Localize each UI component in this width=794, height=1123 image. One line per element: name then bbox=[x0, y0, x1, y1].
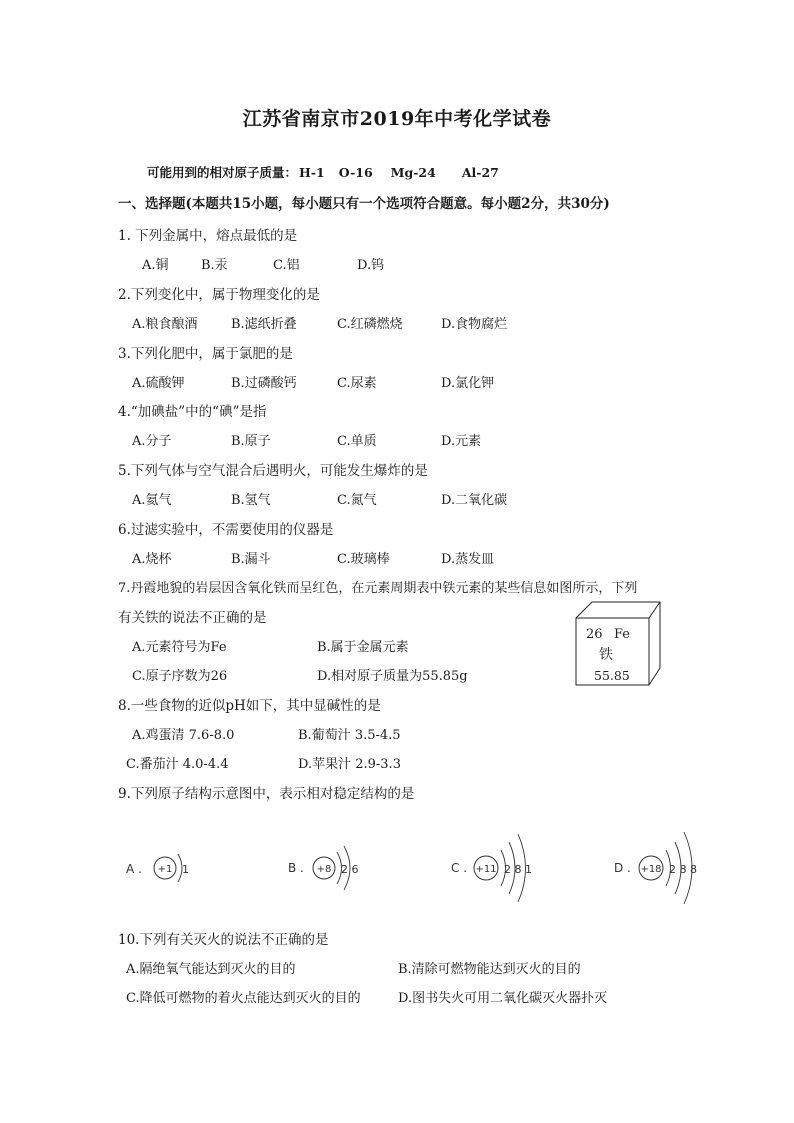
q10-option-c: C.降低可燃物的着火点能达到灭火的目的 bbox=[126, 991, 361, 1006]
q3-option-c: C.尿素 bbox=[337, 376, 377, 391]
section-heading: 一、选择题(本题共15小题，每小题只有一个选项符合题意。每小题2分，共30分) bbox=[118, 196, 610, 212]
q9-option-b-electrons: 2 6 bbox=[341, 863, 359, 876]
question-3: 3.下列化肥中，属于氯肥的是 bbox=[118, 346, 293, 362]
q1-option-b: B.汞 bbox=[201, 258, 228, 273]
question-10: 10.下列有关灭火的说法不正确的是 bbox=[118, 932, 329, 948]
q9-option-a-nucleus: +1 bbox=[157, 864, 173, 875]
atom-structure-diagrams bbox=[100, 818, 740, 918]
q6-option-a: A.烧杯 bbox=[132, 552, 172, 567]
q9-option-c-label: C . bbox=[451, 861, 468, 875]
q10-option-d: D.图书失火可用二氧化碳灭火器扑灭 bbox=[398, 991, 608, 1006]
page-title: 江苏省南京市2019年中考化学试卷 bbox=[242, 108, 552, 130]
q3-option-a: A.硫酸钾 bbox=[132, 376, 185, 391]
atomic-mass-label: 可能用到的相对原子质量： bbox=[147, 165, 298, 180]
q8-option-c: C.番茄汁 4.0-4.4 bbox=[126, 757, 229, 772]
q4-option-b: B.原子 bbox=[231, 434, 271, 449]
q6-option-c: C.玻璃棒 bbox=[337, 552, 390, 567]
q3-option-b: B.过磷酸钙 bbox=[231, 376, 297, 391]
atomic-mass-item: H-1 bbox=[299, 165, 325, 180]
question-1: 1. 下列金属中，熔点最低的是 bbox=[118, 228, 298, 244]
q1-option-a: A.铜 bbox=[142, 258, 169, 273]
q6-option-b: B.漏斗 bbox=[231, 552, 271, 567]
atomic-mass-item: Mg-24 bbox=[390, 165, 436, 180]
q2-option-a: A.粮食酿酒 bbox=[132, 317, 198, 332]
element-cell-edge bbox=[649, 602, 660, 618]
q9-option-a-electrons: 1 bbox=[182, 863, 189, 876]
q2-option-d: D.食物腐烂 bbox=[441, 317, 508, 332]
q10-option-a: A.隔绝氧气能达到灭火的目的 bbox=[126, 962, 296, 977]
q8-option-b: B.葡萄汁 3.5-4.5 bbox=[298, 728, 401, 743]
question-9: 9.下列原子结构示意图中，表示相对稳定结构的是 bbox=[118, 786, 415, 802]
q7-option-b: B.属于金属元素 bbox=[317, 640, 409, 655]
question-6: 6.过滤实验中，不需要使用的仪器是 bbox=[118, 522, 334, 538]
q2-option-c: C.红磷燃烧 bbox=[337, 317, 403, 332]
q9-option-a-label: A . bbox=[126, 862, 142, 876]
question-2: 2.下列变化中，属于物理变化的是 bbox=[118, 287, 320, 303]
q9-option-d-label: D . bbox=[614, 861, 631, 875]
question-7-line-1: 7.丹霞地貌的岩层因含氧化铁而呈红色，在元素周期表中铁元素的某些信息如图所示，下列 bbox=[118, 581, 638, 596]
atomic-mass-line bbox=[147, 163, 499, 181]
q5-option-c: C.氮气 bbox=[337, 493, 377, 508]
q2-option-b: B.滤纸折叠 bbox=[231, 317, 297, 332]
iron-element-cell bbox=[568, 598, 668, 690]
q7-option-d: D.相对原子质量为55.85g bbox=[317, 669, 468, 684]
question-5: 5.下列气体与空气混合后遇明火，可能发生爆炸的是 bbox=[118, 463, 428, 479]
element-atomic-number: 26 bbox=[586, 627, 603, 642]
question-7-line-2: 有关铁的说法不正确的是 bbox=[118, 610, 267, 626]
q9-option-b-label: B . bbox=[288, 861, 304, 875]
q10-option-b: B.清除可燃物能达到灭火的目的 bbox=[398, 962, 581, 977]
q3-option-d: D.氯化钾 bbox=[441, 376, 495, 391]
q5-option-b: B.氢气 bbox=[231, 493, 271, 508]
q1-option-d: D.钨 bbox=[357, 258, 385, 273]
q4-option-d: D.元素 bbox=[441, 434, 482, 449]
q9-option-d-electrons: 2 8 8 bbox=[669, 863, 697, 876]
q4-option-a: A.分子 bbox=[132, 434, 172, 449]
q1-option-c: C.铝 bbox=[273, 258, 300, 273]
element-name: 铁 bbox=[599, 647, 613, 663]
atomic-mass-item: O-16 bbox=[338, 165, 373, 180]
element-mass: 55.85 bbox=[594, 668, 630, 683]
q8-option-a: A.鸡蛋清 7.6-8.0 bbox=[132, 728, 235, 743]
q8-option-d: D.苹果汁 2.9-3.3 bbox=[298, 757, 401, 772]
question-4: 4.“加碘盐”中的“碘”是指 bbox=[118, 404, 267, 420]
q5-option-a: A.氦气 bbox=[132, 493, 172, 508]
q4-option-c: C.单质 bbox=[337, 434, 377, 449]
q5-option-d: D.二氧化碳 bbox=[441, 493, 508, 508]
atomic-mass-item: Al-27 bbox=[461, 165, 499, 180]
q9-option-c-nucleus: +11 bbox=[475, 864, 497, 875]
q6-option-d: D.蒸发皿 bbox=[441, 552, 495, 567]
question-8: 8.一些食物的近似pH如下，其中显碱性的是 bbox=[118, 698, 381, 714]
q9-option-b-nucleus: +8 bbox=[316, 864, 332, 875]
q7-option-c: C.原子序数为26 bbox=[132, 669, 228, 684]
element-symbol: Fe bbox=[614, 627, 631, 642]
q9-option-d-nucleus: +18 bbox=[640, 864, 662, 875]
q9-option-c-electrons: 2 8 1 bbox=[504, 863, 532, 876]
q7-option-a: A.元素符号为Fe bbox=[132, 640, 227, 655]
